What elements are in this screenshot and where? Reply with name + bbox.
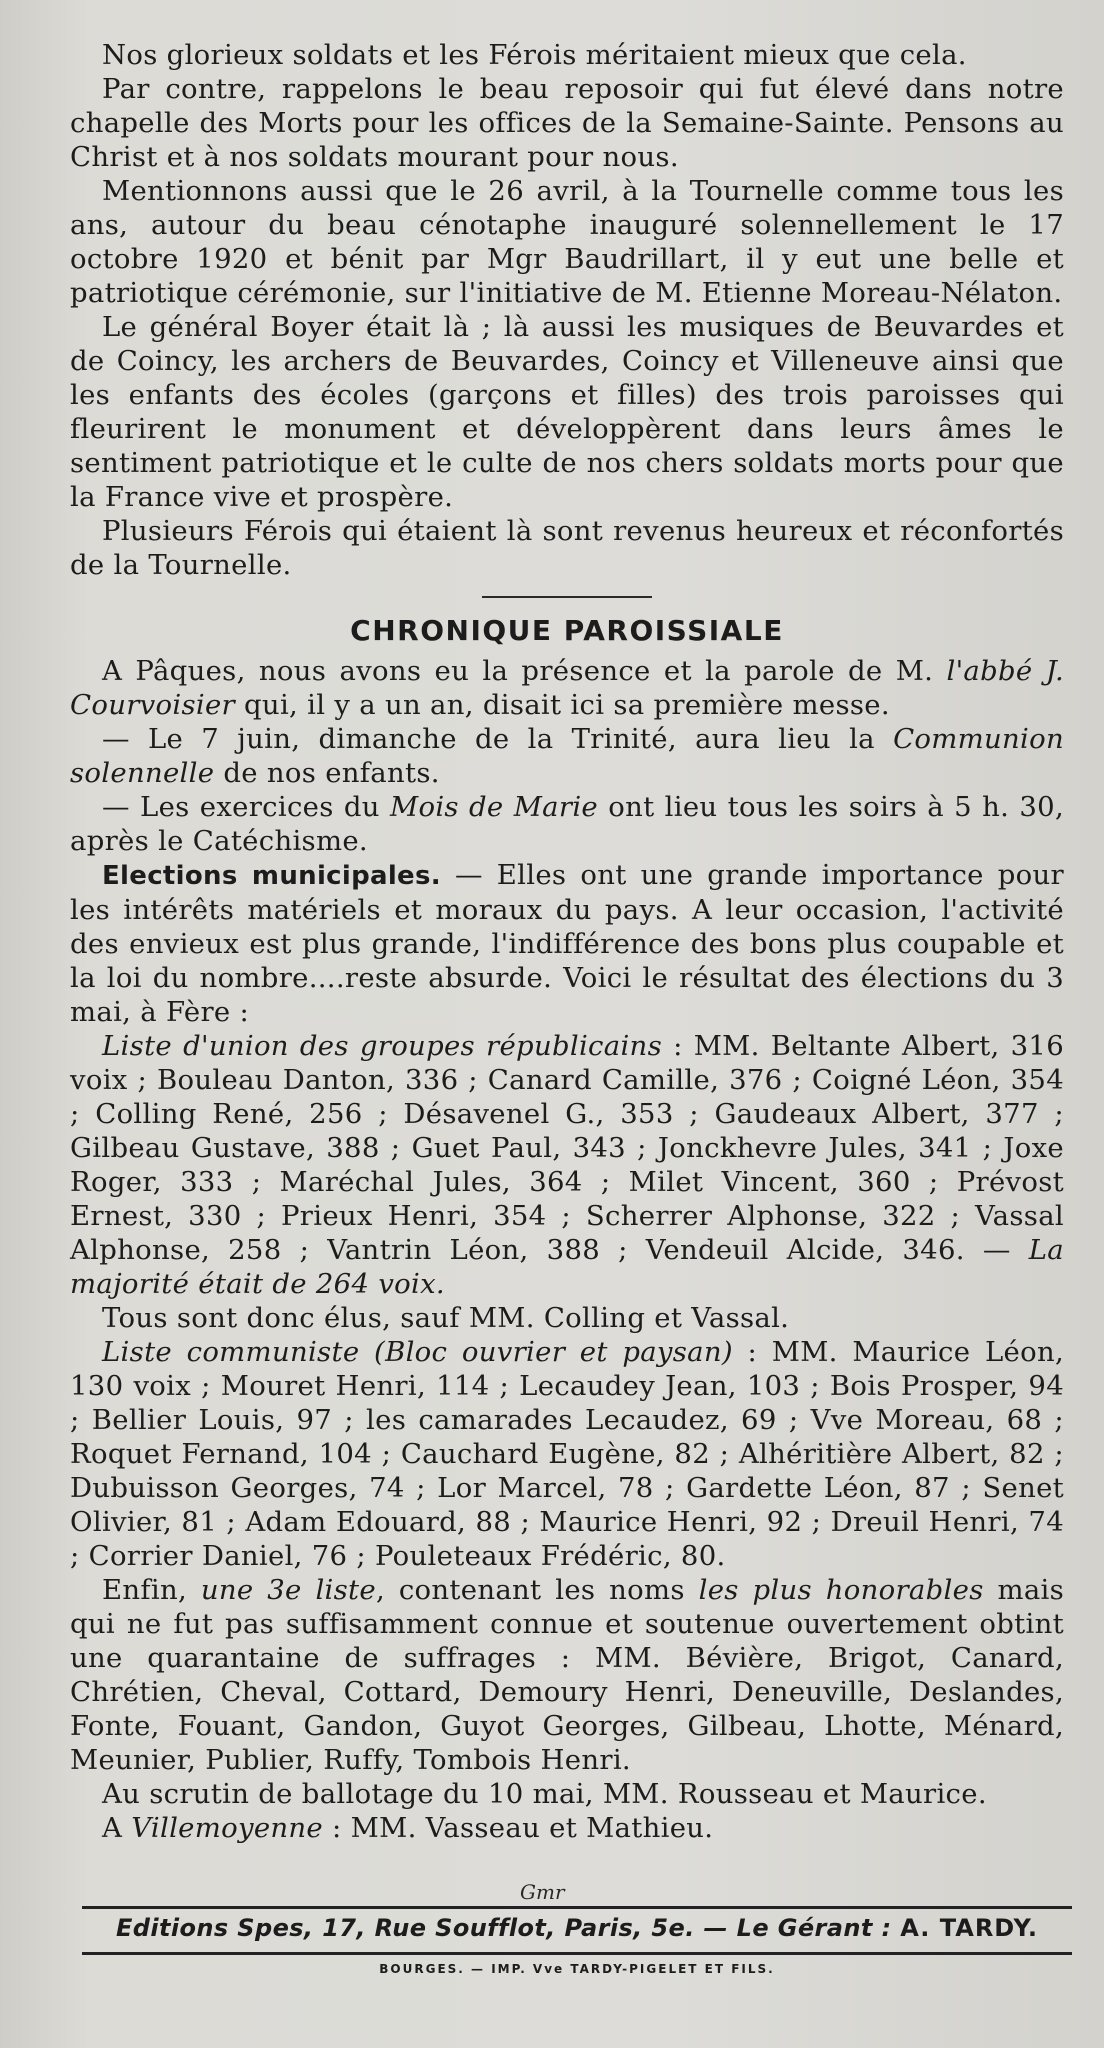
publisher-line (82, 1914, 1072, 1942)
paragraph-liste-communiste (70, 1335, 1064, 1573)
text: — Elles ont une grande importance pour les intérêts matériels et moraux du pays. A leur occasion, l'activité des envieux est plus grande, l'indifférence des bons plus coupable et la loi du nombre....reste absurde. Voici le résultat des élections du 3 mai, à Fère : (70, 859, 1064, 1028)
text: : MM. Vasseau et Mathieu. (332, 1812, 714, 1844)
paragraph-soldats: Nos glorieux soldats et les Férois méritaient mieux que cela. (102, 39, 967, 71)
text: ont lieu tous les soirs à 5 h. 30, après le Catéchisme. (70, 791, 1065, 857)
paragraph-trinite (70, 722, 1064, 790)
italic-text: Communion solennelle (70, 723, 1064, 789)
elections-heading: Elections municipales. (102, 861, 441, 891)
paragraph-ballotage: Au scrutin de ballotage du 10 mai, MM. Rousseau et Maurice. (102, 1778, 987, 1810)
list-sublabel: (Bloc ouvrier et paysan) (374, 1336, 733, 1368)
footer-rule-top (82, 1906, 1072, 1909)
list-label: Liste d'union des groupes républicains (102, 1030, 662, 1062)
italic-text: une 3e liste (200, 1574, 376, 1606)
text: : MM. Maurice Léon, 130 voix ; Mouret Henri, 114 ; Lecaudey Jean, 103 ; Bois Prosper, 94 ; Bellier Louis, 97 ; les camarades Lecaudez, 69 ; Vve Moreau, 68 ; Roquet Fernand, 104 ; Cauchard Eugène, 82 ; Alhéritière Albert, 82 ; Dubuisson Georges, 74 ; Lor Marcel, 78 ; Gardette Léon, 87 ; Senet Olivier, 81 ; Adam Edouard, 88 ; Maurice Henri, 92 ; Dreuil Henri, 74 ; Corrier Daniel, 76 ; Pouleteaux Frédéric, 80. (70, 1336, 1064, 1572)
paragraph-liste-union (70, 1029, 1064, 1301)
paragraph-paques (70, 654, 1064, 722)
list-label: Liste communiste (102, 1336, 360, 1368)
text: A Pâques, nous avons eu la présence et la parole de M. (102, 655, 934, 687)
text: — Les exercices du (102, 791, 380, 823)
text: — Le 7 juin, dimanche de la Trinité, aura lieu la (102, 723, 875, 755)
italic-text: Mois de Marie (390, 791, 598, 823)
publisher-text: Editions Spes, 17, Rue Soufflot, Paris, 5e. — Le Gérant : (115, 1914, 892, 1942)
italic-text: l'abbé J. Courvoisier (70, 655, 1064, 721)
paragraph-reposoir: Par contre, rappelons le beau reposoir qui fut élevé dans notre chapelle des Morts pour les offices de la Semaine-Sainte. Pensons au Christ et à nos soldats mourant pour nous. (70, 73, 1064, 173)
text: A (102, 1812, 123, 1844)
text: Enfin, (102, 1574, 188, 1606)
paragraph-general-boyer: Le général Boyer était là ; là aussi les musiques de Beuvardes et de Coincy, les archers de Beuvardes, Coincy et Villeneuve ainsi que les enfants des écoles (garçons et filles) des trois paroisses qui fleurirent le monument et développèrent dans leurs âmes le sentiment patriotique et le culte de nos chers soldats morts pour que la France vive et prospère. (70, 311, 1064, 513)
gerant-name: A. TARDY. (900, 1914, 1039, 1942)
paragraph-villemoyenne (70, 1811, 1064, 1845)
italic-text: les plus honorables (698, 1574, 984, 1606)
text: , contenant les noms (375, 1574, 685, 1606)
italic-text: Villemoyenne (131, 1812, 323, 1844)
main-column (70, 38, 1064, 1845)
text: de nos enfants. (223, 757, 440, 789)
paragraph-tournelle: Mentionnons aussi que le 26 avril, à la Tournelle comme tous les ans, autour du beau cénotaphe inauguré solennellement le 17 octobre 1920 et bénit par Mgr Baudrillart, il y eut une belle et patriotique cérémonie, sur l'initiative de M. Etienne Moreau-Nélaton. (70, 175, 1064, 309)
paragraph-elections (70, 858, 1064, 1029)
section-title: CHRONIQUE PAROISSIALE (350, 614, 784, 647)
paragraph-troisieme-liste (70, 1573, 1064, 1777)
section-divider (482, 596, 652, 598)
handwritten-mark: Gmr (520, 1880, 565, 1904)
paragraph-elus: Tous sont donc élus, sauf MM. Colling et Vassal. (102, 1302, 790, 1334)
text: : MM. Beltante Albert, 316 voix ; Bouleau Danton, 336 ; Canard Camille, 376 ; Coigné Léon, 354 ; Colling René, 256 ; Désavenel G., 353 ; Gaudeaux Albert, 377 ; Gilbeau Gustave, 388 ; Guet Paul, 343 ; Jonckhevre Jules, 341 ; Joxe Roger, 333 ; Maréchal Jules, 364 ; Milet Vincent, 360 ; Prévost Ernest, 330 ; Prieux Henri, 354 ; Scherrer Alphonse, 322 ; Vassal Alphonse, 258 ; Vantrin Léon, 388 ; Vendeuil Alcide, 346. — (70, 1030, 1064, 1266)
text: mais qui ne fut pas suffisamment connue et soutenue ouvertement obtint une quarantaine de suffrages : MM. Bévière, Brigot, Canard, Chrétien, Cheval, Cottard, Demoury Henri, Deneuville, Deslandes, Fonte, Fouant, Gandon, Guyot Georges, Gilbeau, Lhotte, Ménard, Meunier, Publier, Ruffy, Tombois Henri. (70, 1574, 1065, 1776)
paragraph-ferois: Plusieurs Férois qui étaient là sont revenus heureux et réconfortés de la Tournelle. (70, 515, 1064, 581)
majority-note: La majorité était de 264 voix. (70, 1234, 1064, 1300)
paragraph-mois-de-marie (70, 790, 1064, 858)
imprint-line: BOURGES. — IMP. Vve TARDY-PIGELET ET FILS. (379, 1962, 775, 1976)
footer-rule-bottom (82, 1952, 1072, 1955)
text: qui, il y a un an, disait ici sa première messe. (244, 689, 890, 721)
